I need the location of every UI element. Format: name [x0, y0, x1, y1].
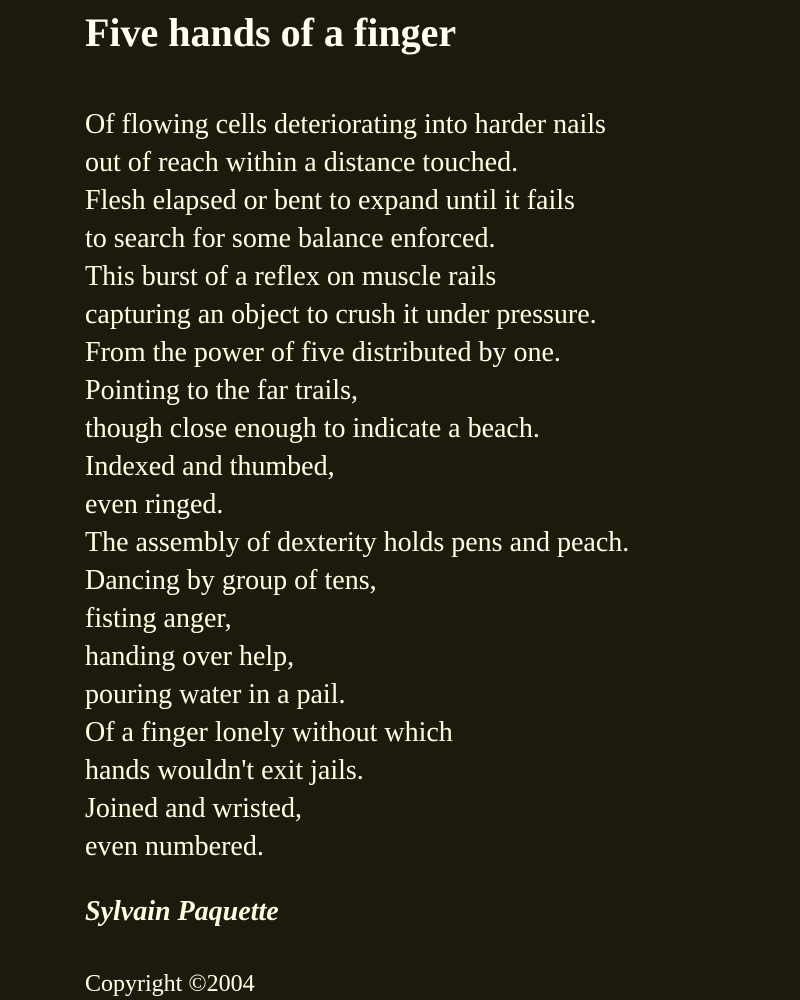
poem-line: This burst of a reflex on muscle rails: [85, 261, 497, 292]
poem-line: to search for some balance enforced.: [85, 223, 496, 254]
poem-line: Joined and wristed,: [85, 793, 302, 824]
poem-line: out of reach within a distance touched.: [85, 147, 519, 178]
poem-line: fisting anger,: [85, 603, 232, 634]
poem-line: pouring water in a pail.: [85, 679, 346, 710]
poem-line: Pointing to the far trails,: [85, 375, 358, 406]
poem-line: From the power of five distributed by one.: [85, 337, 561, 368]
poem-line: hands wouldn't exit jails.: [85, 755, 364, 786]
page-title: Five hands of a finger: [85, 10, 457, 55]
poem-line: Of a finger lonely without which: [85, 717, 453, 748]
poem-line: Indexed and thumbed,: [85, 451, 335, 482]
poem-line: Dancing by group of tens,: [85, 565, 377, 596]
poem-line: Of flowing cells deteriorating into harder nails: [85, 109, 606, 140]
poem-stanza: [85, 106, 760, 866]
poem-line: even numbered.: [85, 831, 264, 862]
author-name: Sylvain Paquette: [85, 896, 279, 927]
poem-line: even ringed.: [85, 489, 224, 520]
poem-line: handing over help,: [85, 641, 295, 672]
poem-line: The assembly of dexterity holds pens and peach.: [85, 527, 630, 558]
copyright-notice: Copyright ©2004: [85, 971, 255, 997]
poem-line: Flesh elapsed or bent to expand until it fails: [85, 185, 575, 216]
poem-line: though close enough to indicate a beach.: [85, 413, 540, 444]
poem-line: capturing an object to crush it under pressure.: [85, 299, 597, 330]
